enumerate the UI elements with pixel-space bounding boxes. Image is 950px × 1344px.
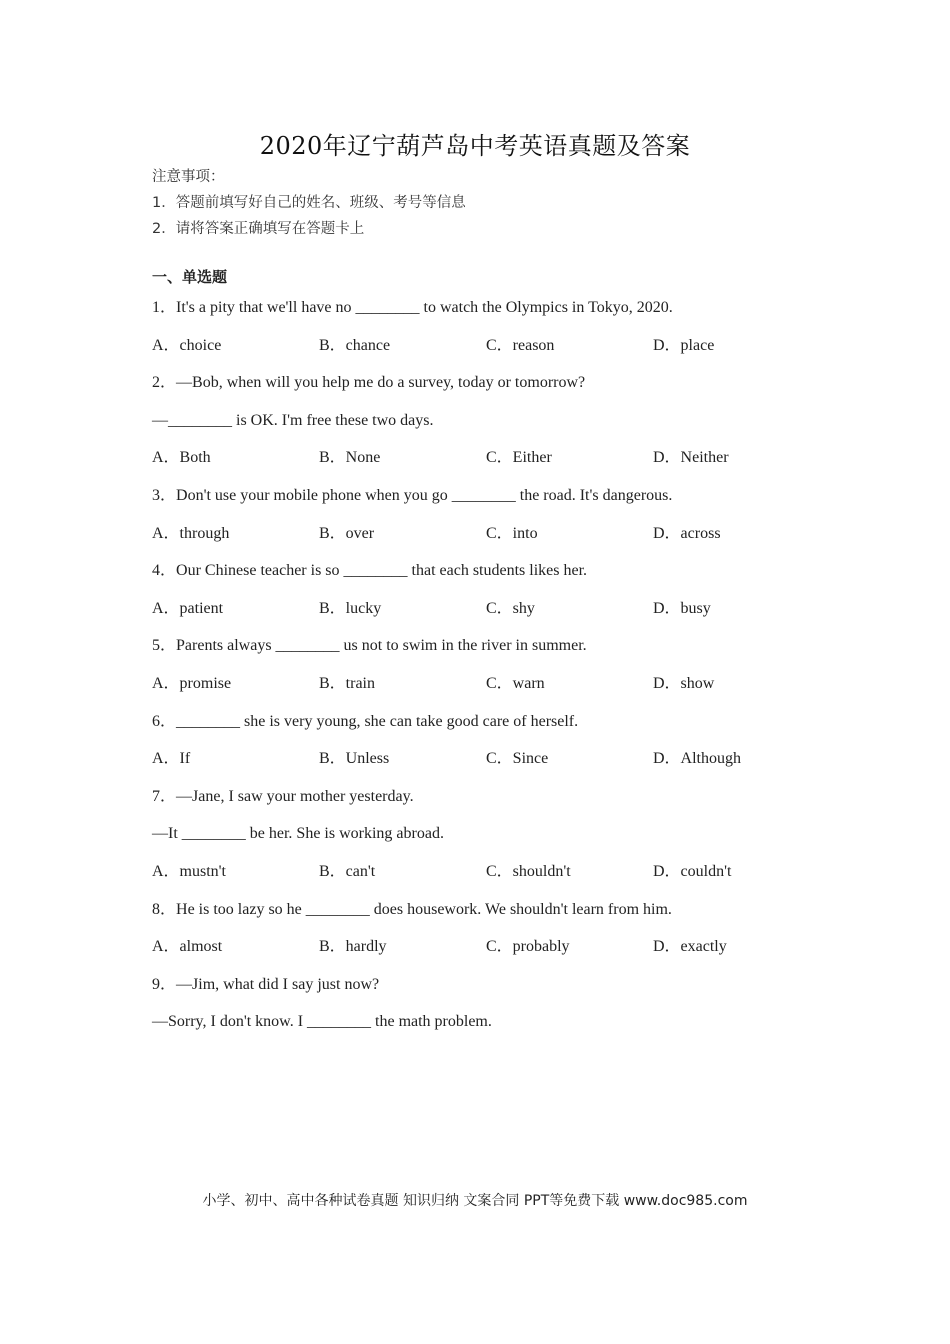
question-9 <box>152 973 852 1048</box>
option-a: A．patient <box>152 599 224 617</box>
option-b: B．hardly <box>319 938 387 956</box>
options-row <box>152 334 852 372</box>
option-d: D．Although <box>653 750 742 768</box>
question-line: —Sorry, I don't know. I ________ the math problem. <box>152 1013 492 1031</box>
options-row <box>152 672 852 710</box>
question-stem <box>152 710 852 748</box>
question-list <box>152 296 852 1048</box>
question-5 <box>152 634 852 709</box>
question-stem <box>152 296 852 334</box>
notes-item: 1．答题前填写好自己的姓名、班级、考号等信息 <box>152 195 466 211</box>
option-b: B．None <box>319 449 381 467</box>
options-row <box>152 446 852 484</box>
question-number: 9． <box>152 975 177 993</box>
options-row <box>152 747 852 785</box>
option-c: C．warn <box>486 674 545 692</box>
options-row <box>152 860 852 898</box>
question-text: It's a pity that we'll have no ________ to watch the Olympics in Tokyo, 2020. <box>176 299 673 316</box>
option-a: A．almost <box>152 938 223 956</box>
question-text: Don't use your mobile phone when you go ________ the road. It's dangerous. <box>176 486 673 504</box>
question-text: ________ she is very young, she can take good care of herself. <box>176 712 579 730</box>
question-line: —It ________ be her. She is working abroad. <box>152 825 444 843</box>
option-d: D．place <box>653 336 715 354</box>
option-d: D．across <box>653 524 721 542</box>
question-number: 8． <box>152 900 177 918</box>
question-4 <box>152 559 852 634</box>
option-a: A．mustn't <box>152 862 227 880</box>
question-line: —________ is OK. I'm free these two days. <box>152 411 434 429</box>
option-b: B．Unless <box>319 750 390 768</box>
option-c: C．Either <box>486 449 552 467</box>
question-stem <box>152 785 852 823</box>
notes-heading: 注意事项： <box>152 169 225 185</box>
question-number: 6． <box>152 712 177 730</box>
question-text: —Jane, I saw your mother yesterday. <box>176 787 414 805</box>
question-stem <box>152 484 852 522</box>
footer-ad: 小学、初中、高中各种试卷真题 知识归纳 文案合同 PPT等免费下载 www.doc985.com <box>202 1193 748 1209</box>
question-text: Parents always ________ us not to swim in the river in summer. <box>176 637 587 655</box>
option-d: D．Neither <box>653 449 729 467</box>
question-text: —Jim, what did I say just now? <box>176 975 380 993</box>
option-c: C．shouldn't <box>486 862 571 880</box>
question-text: He is too lazy so he ________ does housework. We shouldn't learn from him. <box>176 900 672 918</box>
option-b: B．over <box>319 524 375 542</box>
section-heading: 一、单选题 <box>152 268 228 286</box>
option-b: B．can't <box>319 862 376 880</box>
question-stem <box>152 634 852 672</box>
question-number: 3． <box>152 486 177 504</box>
options-row <box>152 935 852 973</box>
option-a: A．through <box>152 524 230 542</box>
option-d: D．couldn't <box>653 862 732 880</box>
option-a: A．If <box>152 750 191 768</box>
question-stem <box>152 559 852 597</box>
question-3 <box>152 484 852 559</box>
option-a: A．choice <box>152 336 222 354</box>
option-b: B．lucky <box>319 599 382 617</box>
question-stem <box>152 371 852 409</box>
notes-item: 2．请将答案正确填写在答题卡上 <box>152 221 365 237</box>
question-number: 2． <box>152 374 177 392</box>
option-a: A．promise <box>152 674 232 692</box>
option-a: A．Both <box>152 449 211 467</box>
question-number: 5． <box>152 637 177 655</box>
options-row <box>152 522 852 560</box>
option-d: D．show <box>653 674 715 692</box>
option-c: C．into <box>486 524 538 542</box>
question-7 <box>152 785 852 898</box>
option-c: C．reason <box>486 336 555 354</box>
option-d: D．exactly <box>653 938 727 956</box>
question-stem <box>152 898 852 936</box>
page-title: 2020年辽宁葫芦岛中考英语真题及答案 <box>259 132 691 160</box>
question-2 <box>152 371 852 484</box>
question-number: 7． <box>152 787 177 805</box>
option-c: C．shy <box>486 599 535 617</box>
question-1 <box>152 296 852 371</box>
option-b: B．train <box>319 674 375 692</box>
question-text: —Bob, when will you help me do a survey, today or tomorrow? <box>176 374 586 392</box>
question-number: 4． <box>152 562 177 580</box>
notes <box>152 164 466 242</box>
options-row <box>152 597 852 635</box>
question-6 <box>152 710 852 785</box>
option-c: C．Since <box>486 750 549 768</box>
question-number: 1． <box>152 299 177 316</box>
question-stem <box>152 973 852 1011</box>
option-d: D．busy <box>653 599 711 617</box>
option-c: C．probably <box>486 938 570 956</box>
option-b: B．chance <box>319 336 391 354</box>
question-8 <box>152 898 852 973</box>
question-text: Our Chinese teacher is so ________ that each students likes her. <box>176 562 588 580</box>
